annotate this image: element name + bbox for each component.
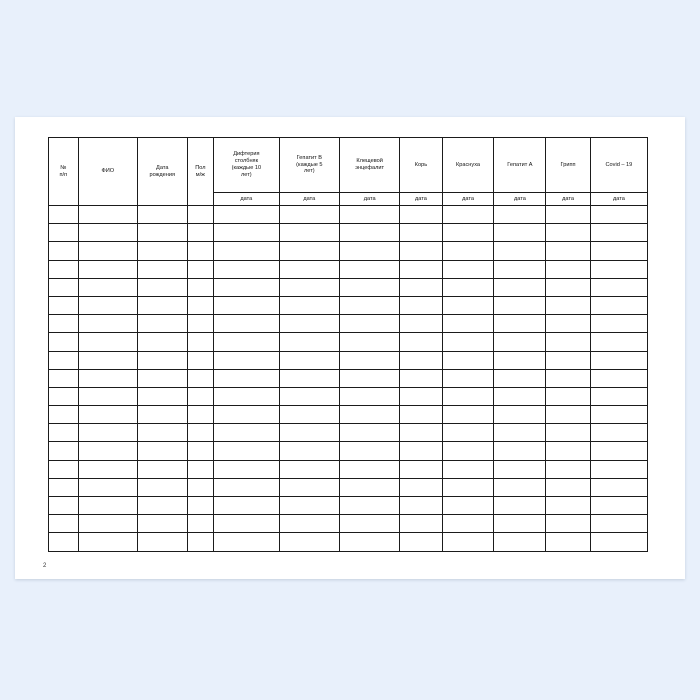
table-cell[interactable] bbox=[494, 278, 546, 296]
table-row[interactable] bbox=[49, 242, 648, 260]
table-cell[interactable] bbox=[400, 315, 442, 333]
table-cell[interactable] bbox=[279, 424, 339, 442]
table-cell[interactable] bbox=[400, 424, 442, 442]
table-cell[interactable] bbox=[279, 278, 339, 296]
table-cell[interactable] bbox=[187, 315, 213, 333]
table-row[interactable] bbox=[49, 406, 648, 424]
table-cell[interactable] bbox=[137, 369, 187, 387]
table-cell[interactable] bbox=[78, 406, 137, 424]
table-cell[interactable] bbox=[494, 260, 546, 278]
table-cell[interactable] bbox=[546, 478, 590, 496]
table-cell[interactable] bbox=[339, 260, 399, 278]
column-subheader: дата bbox=[546, 193, 590, 206]
table-cell[interactable] bbox=[590, 315, 647, 333]
table-cell[interactable] bbox=[137, 460, 187, 478]
table-cell[interactable] bbox=[214, 260, 280, 278]
table-cell[interactable] bbox=[279, 406, 339, 424]
table-cell[interactable] bbox=[494, 242, 546, 260]
table-cell[interactable] bbox=[400, 296, 442, 314]
column-header: ФИО bbox=[78, 138, 137, 206]
table-cell[interactable] bbox=[214, 296, 280, 314]
table-cell[interactable] bbox=[400, 369, 442, 387]
table-cell[interactable] bbox=[279, 387, 339, 405]
table-cell[interactable] bbox=[137, 533, 187, 551]
table-cell[interactable] bbox=[279, 315, 339, 333]
table-cell[interactable] bbox=[546, 424, 590, 442]
table-cell[interactable] bbox=[494, 478, 546, 496]
table-cell[interactable] bbox=[339, 369, 399, 387]
table-cell[interactable] bbox=[214, 460, 280, 478]
table-cell[interactable] bbox=[49, 224, 79, 242]
table-cell[interactable] bbox=[78, 515, 137, 533]
table-row[interactable] bbox=[49, 278, 648, 296]
table-cell[interactable] bbox=[214, 497, 280, 515]
column-header: Клещевой энцефалит bbox=[339, 138, 399, 193]
table-cell[interactable] bbox=[494, 296, 546, 314]
table-cell[interactable] bbox=[494, 333, 546, 351]
table-cell[interactable] bbox=[339, 351, 399, 369]
table-cell[interactable] bbox=[546, 497, 590, 515]
table-cell[interactable] bbox=[78, 333, 137, 351]
table-cell[interactable] bbox=[78, 533, 137, 551]
table-cell[interactable] bbox=[279, 478, 339, 496]
table-cell[interactable] bbox=[442, 424, 494, 442]
table-row[interactable] bbox=[49, 296, 648, 314]
table-cell[interactable] bbox=[400, 224, 442, 242]
table-cell[interactable] bbox=[78, 278, 137, 296]
table-cell[interactable] bbox=[137, 278, 187, 296]
table-cell[interactable] bbox=[400, 333, 442, 351]
table-row[interactable] bbox=[49, 478, 648, 496]
table-cell[interactable] bbox=[546, 206, 590, 224]
table-cell[interactable] bbox=[590, 278, 647, 296]
table-cell[interactable] bbox=[214, 242, 280, 260]
table-cell[interactable] bbox=[590, 424, 647, 442]
table-cell[interactable] bbox=[49, 242, 79, 260]
table-cell[interactable] bbox=[494, 442, 546, 460]
table-cell[interactable] bbox=[49, 387, 79, 405]
table-cell[interactable] bbox=[78, 460, 137, 478]
table-cell[interactable] bbox=[546, 387, 590, 405]
table-cell[interactable] bbox=[187, 406, 213, 424]
table-cell[interactable] bbox=[137, 242, 187, 260]
table-cell[interactable] bbox=[279, 242, 339, 260]
table-cell[interactable] bbox=[49, 369, 79, 387]
table-cell[interactable] bbox=[442, 206, 494, 224]
table-cell[interactable] bbox=[590, 224, 647, 242]
table-cell[interactable] bbox=[214, 478, 280, 496]
table-cell[interactable] bbox=[546, 442, 590, 460]
column-subheader: дата bbox=[339, 193, 399, 206]
table-cell[interactable] bbox=[78, 424, 137, 442]
table-cell[interactable] bbox=[187, 224, 213, 242]
table-cell[interactable] bbox=[137, 333, 187, 351]
table-cell[interactable] bbox=[546, 242, 590, 260]
table-cell[interactable] bbox=[187, 460, 213, 478]
table-cell[interactable] bbox=[494, 224, 546, 242]
table-cell[interactable] bbox=[590, 442, 647, 460]
table-cell[interactable] bbox=[442, 442, 494, 460]
table-cell[interactable] bbox=[442, 406, 494, 424]
table-cell[interactable] bbox=[279, 351, 339, 369]
table-cell[interactable] bbox=[590, 478, 647, 496]
table-cell[interactable] bbox=[187, 497, 213, 515]
table-cell[interactable] bbox=[279, 442, 339, 460]
vaccination-table bbox=[48, 137, 648, 552]
table-cell[interactable] bbox=[214, 206, 280, 224]
table-cell[interactable] bbox=[49, 260, 79, 278]
table-cell[interactable] bbox=[49, 478, 79, 496]
table-row[interactable] bbox=[49, 497, 648, 515]
table-cell[interactable] bbox=[78, 497, 137, 515]
table-cell[interactable] bbox=[494, 497, 546, 515]
table-cell[interactable] bbox=[339, 296, 399, 314]
table-cell[interactable] bbox=[400, 206, 442, 224]
table-cell[interactable] bbox=[590, 497, 647, 515]
table-cell[interactable] bbox=[339, 387, 399, 405]
table-cell[interactable] bbox=[494, 206, 546, 224]
column-header: Гепатит А bbox=[494, 138, 546, 193]
table-cell[interactable] bbox=[494, 406, 546, 424]
column-header: Грипп bbox=[546, 138, 590, 193]
table-cell[interactable] bbox=[442, 260, 494, 278]
table-cell[interactable] bbox=[400, 478, 442, 496]
table-cell[interactable] bbox=[546, 533, 590, 551]
table-cell[interactable] bbox=[546, 296, 590, 314]
table-cell[interactable] bbox=[590, 296, 647, 314]
table-cell[interactable] bbox=[339, 315, 399, 333]
table-cell[interactable] bbox=[590, 260, 647, 278]
table-cell[interactable] bbox=[339, 497, 399, 515]
table-cell[interactable] bbox=[214, 369, 280, 387]
table-cell[interactable] bbox=[78, 224, 137, 242]
table-cell[interactable] bbox=[137, 387, 187, 405]
table-cell[interactable] bbox=[137, 224, 187, 242]
table-cell[interactable] bbox=[400, 497, 442, 515]
table-cell[interactable] bbox=[78, 315, 137, 333]
table-row[interactable] bbox=[49, 460, 648, 478]
table-cell[interactable] bbox=[49, 296, 79, 314]
table-cell[interactable] bbox=[279, 260, 339, 278]
table-row[interactable] bbox=[49, 387, 648, 405]
table-cell[interactable] bbox=[494, 460, 546, 478]
table-cell[interactable] bbox=[442, 497, 494, 515]
table-cell[interactable] bbox=[494, 424, 546, 442]
table-cell[interactable] bbox=[78, 260, 137, 278]
table-cell[interactable] bbox=[494, 369, 546, 387]
table-cell[interactable] bbox=[137, 515, 187, 533]
table-cell[interactable] bbox=[49, 533, 79, 551]
table-cell[interactable] bbox=[590, 351, 647, 369]
table-cell[interactable] bbox=[78, 206, 137, 224]
table-cell[interactable] bbox=[214, 533, 280, 551]
table-row[interactable] bbox=[49, 206, 648, 224]
table-cell[interactable] bbox=[339, 478, 399, 496]
table-cell[interactable] bbox=[494, 315, 546, 333]
table-cell[interactable] bbox=[442, 315, 494, 333]
table-cell[interactable] bbox=[214, 315, 280, 333]
table-row[interactable] bbox=[49, 260, 648, 278]
table-cell[interactable] bbox=[214, 278, 280, 296]
table-cell[interactable] bbox=[137, 206, 187, 224]
column-header: Covid – 19 bbox=[590, 138, 647, 193]
table-cell[interactable] bbox=[187, 278, 213, 296]
table-row[interactable] bbox=[49, 333, 648, 351]
table-cell[interactable] bbox=[49, 515, 79, 533]
table-cell[interactable] bbox=[78, 242, 137, 260]
table-cell[interactable] bbox=[78, 351, 137, 369]
table-cell[interactable] bbox=[442, 478, 494, 496]
table-cell[interactable] bbox=[442, 387, 494, 405]
column-header: № п/п bbox=[49, 138, 79, 206]
table-cell[interactable] bbox=[546, 260, 590, 278]
table-cell[interactable] bbox=[590, 406, 647, 424]
table-cell[interactable] bbox=[400, 460, 442, 478]
column-header: Корь bbox=[400, 138, 442, 193]
table-cell[interactable] bbox=[339, 206, 399, 224]
column-subheader: дата bbox=[279, 193, 339, 206]
table-cell[interactable] bbox=[339, 533, 399, 551]
table-cell[interactable] bbox=[442, 296, 494, 314]
table-cell[interactable] bbox=[590, 387, 647, 405]
column-subheader: дата bbox=[590, 193, 647, 206]
table-cell[interactable] bbox=[546, 333, 590, 351]
table-cell[interactable] bbox=[137, 424, 187, 442]
table-row[interactable] bbox=[49, 424, 648, 442]
table-row[interactable] bbox=[49, 369, 648, 387]
table-cell[interactable] bbox=[546, 406, 590, 424]
table-cell[interactable] bbox=[590, 242, 647, 260]
table-cell[interactable] bbox=[49, 460, 79, 478]
table-cell[interactable] bbox=[590, 460, 647, 478]
table-cell[interactable] bbox=[590, 515, 647, 533]
table-cell[interactable] bbox=[400, 533, 442, 551]
table-cell[interactable] bbox=[187, 515, 213, 533]
table-cell[interactable] bbox=[49, 315, 79, 333]
table-cell[interactable] bbox=[442, 515, 494, 533]
table-cell[interactable] bbox=[214, 406, 280, 424]
table-cell[interactable] bbox=[442, 278, 494, 296]
table-cell[interactable] bbox=[400, 442, 442, 460]
table-cell[interactable] bbox=[279, 224, 339, 242]
table-cell[interactable] bbox=[442, 351, 494, 369]
table-row[interactable] bbox=[49, 515, 648, 533]
table-cell[interactable] bbox=[339, 515, 399, 533]
table-cell[interactable] bbox=[590, 333, 647, 351]
table-cell[interactable] bbox=[494, 533, 546, 551]
table-cell[interactable] bbox=[187, 296, 213, 314]
table-cell[interactable] bbox=[590, 206, 647, 224]
table-row[interactable] bbox=[49, 533, 648, 551]
table-cell[interactable] bbox=[442, 333, 494, 351]
table-cell[interactable] bbox=[339, 278, 399, 296]
table-cell[interactable] bbox=[49, 442, 79, 460]
table-cell[interactable] bbox=[546, 315, 590, 333]
table-cell[interactable] bbox=[78, 387, 137, 405]
table-cell[interactable] bbox=[546, 515, 590, 533]
table-cell[interactable] bbox=[442, 460, 494, 478]
table-cell[interactable] bbox=[546, 460, 590, 478]
table-cell[interactable] bbox=[214, 224, 280, 242]
table-cell[interactable] bbox=[187, 242, 213, 260]
table-cell[interactable] bbox=[279, 497, 339, 515]
table-cell[interactable] bbox=[339, 242, 399, 260]
column-header: Дифтерия столбняк (каждые 10 лет) bbox=[214, 138, 280, 193]
column-header: Пол м/ж bbox=[187, 138, 213, 206]
table-cell[interactable] bbox=[546, 369, 590, 387]
document-page bbox=[15, 117, 685, 579]
table-cell[interactable] bbox=[214, 333, 280, 351]
table-cell[interactable] bbox=[400, 387, 442, 405]
table-cell[interactable] bbox=[279, 460, 339, 478]
table-cell[interactable] bbox=[279, 296, 339, 314]
table-cell[interactable] bbox=[442, 242, 494, 260]
table-header-row bbox=[49, 138, 648, 193]
table-cell[interactable] bbox=[49, 406, 79, 424]
table-cell[interactable] bbox=[339, 460, 399, 478]
table-cell[interactable] bbox=[546, 278, 590, 296]
table-cell[interactable] bbox=[339, 224, 399, 242]
table-cell[interactable] bbox=[279, 369, 339, 387]
table-cell[interactable] bbox=[187, 442, 213, 460]
page-number: 2 bbox=[43, 563, 47, 569]
column-header: Краснуха bbox=[442, 138, 494, 193]
table-row[interactable] bbox=[49, 442, 648, 460]
table-cell[interactable] bbox=[590, 369, 647, 387]
table-cell[interactable] bbox=[187, 206, 213, 224]
table-cell[interactable] bbox=[137, 478, 187, 496]
table-cell[interactable] bbox=[187, 424, 213, 442]
table-body bbox=[49, 206, 648, 552]
column-header: Дата рождения bbox=[137, 138, 187, 206]
table-cell[interactable] bbox=[78, 369, 137, 387]
table-cell[interactable] bbox=[187, 533, 213, 551]
table-cell[interactable] bbox=[214, 424, 280, 442]
table-cell[interactable] bbox=[214, 387, 280, 405]
table-cell[interactable] bbox=[279, 333, 339, 351]
table-cell[interactable] bbox=[442, 533, 494, 551]
table-cell[interactable] bbox=[494, 351, 546, 369]
table-row[interactable] bbox=[49, 224, 648, 242]
table-cell[interactable] bbox=[49, 206, 79, 224]
table-row[interactable] bbox=[49, 315, 648, 333]
column-subheader: дата bbox=[442, 193, 494, 206]
table-cell[interactable] bbox=[214, 351, 280, 369]
table-cell[interactable] bbox=[214, 515, 280, 533]
table-cell[interactable] bbox=[49, 351, 79, 369]
table-cell[interactable] bbox=[400, 278, 442, 296]
table-cell[interactable] bbox=[49, 333, 79, 351]
table-cell[interactable] bbox=[49, 497, 79, 515]
table-cell[interactable] bbox=[78, 296, 137, 314]
table-cell[interactable] bbox=[442, 224, 494, 242]
table-cell[interactable] bbox=[546, 224, 590, 242]
table-cell[interactable] bbox=[590, 533, 647, 551]
table-cell[interactable] bbox=[49, 424, 79, 442]
table-cell[interactable] bbox=[137, 296, 187, 314]
vaccination-table-wrapper bbox=[48, 137, 648, 552]
table-cell[interactable] bbox=[279, 515, 339, 533]
table-cell[interactable] bbox=[400, 515, 442, 533]
table-cell[interactable] bbox=[214, 442, 280, 460]
table-cell[interactable] bbox=[400, 351, 442, 369]
table-cell[interactable] bbox=[78, 442, 137, 460]
table-cell[interactable] bbox=[137, 260, 187, 278]
table-cell[interactable] bbox=[279, 533, 339, 551]
table-cell[interactable] bbox=[400, 260, 442, 278]
table-cell[interactable] bbox=[49, 278, 79, 296]
column-subheader: дата bbox=[214, 193, 280, 206]
table-cell[interactable] bbox=[187, 478, 213, 496]
column-header: Гепатит В (каждые 5 лет) bbox=[279, 138, 339, 193]
table-cell[interactable] bbox=[339, 333, 399, 351]
table-cell[interactable] bbox=[494, 387, 546, 405]
table-cell[interactable] bbox=[78, 478, 137, 496]
table-cell[interactable] bbox=[137, 497, 187, 515]
table-cell[interactable] bbox=[137, 442, 187, 460]
table-row[interactable] bbox=[49, 351, 648, 369]
table-cell[interactable] bbox=[187, 333, 213, 351]
table-cell[interactable] bbox=[339, 442, 399, 460]
table-cell[interactable] bbox=[339, 424, 399, 442]
table-cell[interactable] bbox=[187, 351, 213, 369]
table-cell[interactable] bbox=[137, 406, 187, 424]
table-cell[interactable] bbox=[400, 406, 442, 424]
table-cell[interactable] bbox=[442, 369, 494, 387]
table-cell[interactable] bbox=[137, 315, 187, 333]
table-header bbox=[49, 138, 648, 206]
table-cell[interactable] bbox=[339, 406, 399, 424]
table-cell[interactable] bbox=[187, 387, 213, 405]
table-cell[interactable] bbox=[546, 351, 590, 369]
table-cell[interactable] bbox=[187, 260, 213, 278]
column-subheader: дата bbox=[494, 193, 546, 206]
table-cell[interactable] bbox=[137, 351, 187, 369]
table-cell[interactable] bbox=[279, 206, 339, 224]
table-cell[interactable] bbox=[187, 369, 213, 387]
column-subheader: дата bbox=[400, 193, 442, 206]
table-cell[interactable] bbox=[494, 515, 546, 533]
table-cell[interactable] bbox=[400, 242, 442, 260]
